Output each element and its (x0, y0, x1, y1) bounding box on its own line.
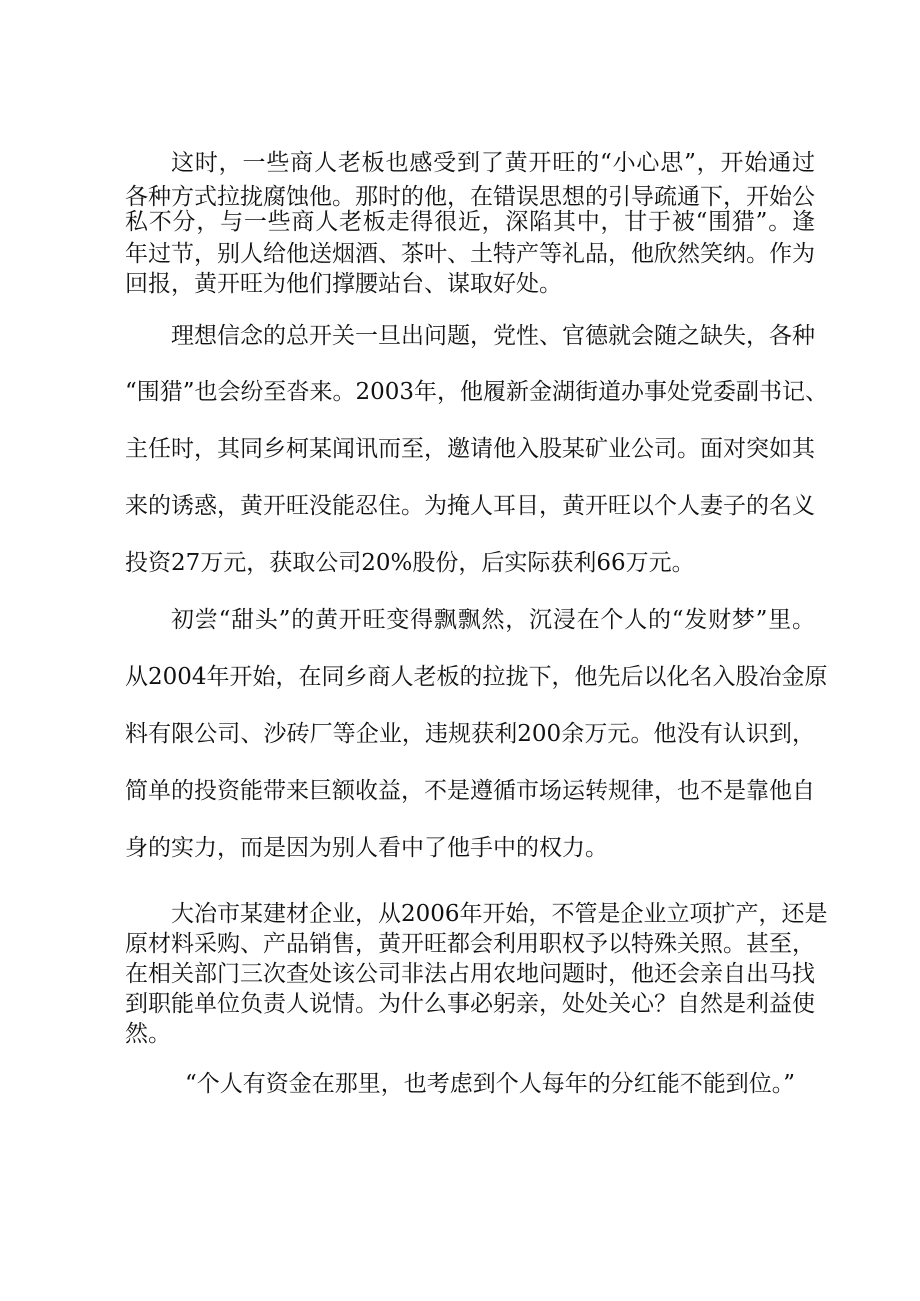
text-line: 各种方式拉拢腐蚀他。那时的他，在错误思想的引导疏通下，开始公 (125, 184, 815, 210)
text-line: 原材料采购、产品销售，黄开旺都会利用职权予以特殊关照。甚至， (125, 931, 815, 957)
text-line: 初尝“甜头”的黄开旺变得飘飘然，沉浸在个人的“发财梦”里。 (171, 607, 815, 633)
text-line: 到职能单位负责人说情。为什么事必躬亲，处处关心？自然是利益使 (125, 991, 815, 1017)
text-line: 然。 (125, 1021, 171, 1047)
text-line: 简单的投资能带来巨额收益，不是遵循市场运转规律，也不是靠他自 (125, 778, 815, 804)
text-line: 回报，黄开旺为他们撑腰站台、谋取好处。 (125, 271, 562, 297)
text-line: 在相关部门三次查处该公司非法占用农地问题时，他还会亲自出马找 (125, 961, 815, 987)
text-line: 这时，一些商人老板也感受到了黄开旺的“小心思”，开始通过 (171, 150, 815, 176)
text-line: 理想信念的总开关一旦出问题，党性、官德就会随之缺失，各种 (171, 323, 815, 349)
text-line: 年过节，别人给他送烟酒、茶叶、土特产等礼品，他欣然笑纳。作为 (125, 241, 815, 267)
text-line: 大冶市某建材企业，从2006年开始，不管是企业立项扩产，还是 (171, 901, 828, 927)
text-line: 私不分，与一些商人老板走得很近，深陷其中，甘于被“围猎”。逢 (125, 209, 815, 235)
text-line: 投资27万元，获取公司20%股份，后实际获利66万元。 (125, 550, 695, 576)
text-line: 从2004年开始，在同乡商人老板的拉拢下，他先后以化名入股冶金原 (125, 664, 828, 690)
text-line: 主任时，其同乡柯某闻讯而至，邀请他入股某矿业公司。面对突如其 (125, 436, 815, 462)
quote-line: “个人有资金在那里，也考虑到个人每年的分红能不能到位。” (185, 1071, 796, 1097)
text-line: 料有限公司、沙砖厂等企业，违规获利200余万元。他没有认识到， (125, 721, 815, 747)
text-line: “围猎”也会纷至沓来。2003年，他履新金湖街道办事处党委副书记、 (125, 379, 829, 405)
text-line: 身的实力，而是因为别人看中了他手中的权力。 (125, 835, 608, 861)
text-line: 来的诱惑，黄开旺没能忍住。为掩人耳目，黄开旺以个人妻子的名义 (125, 493, 815, 519)
